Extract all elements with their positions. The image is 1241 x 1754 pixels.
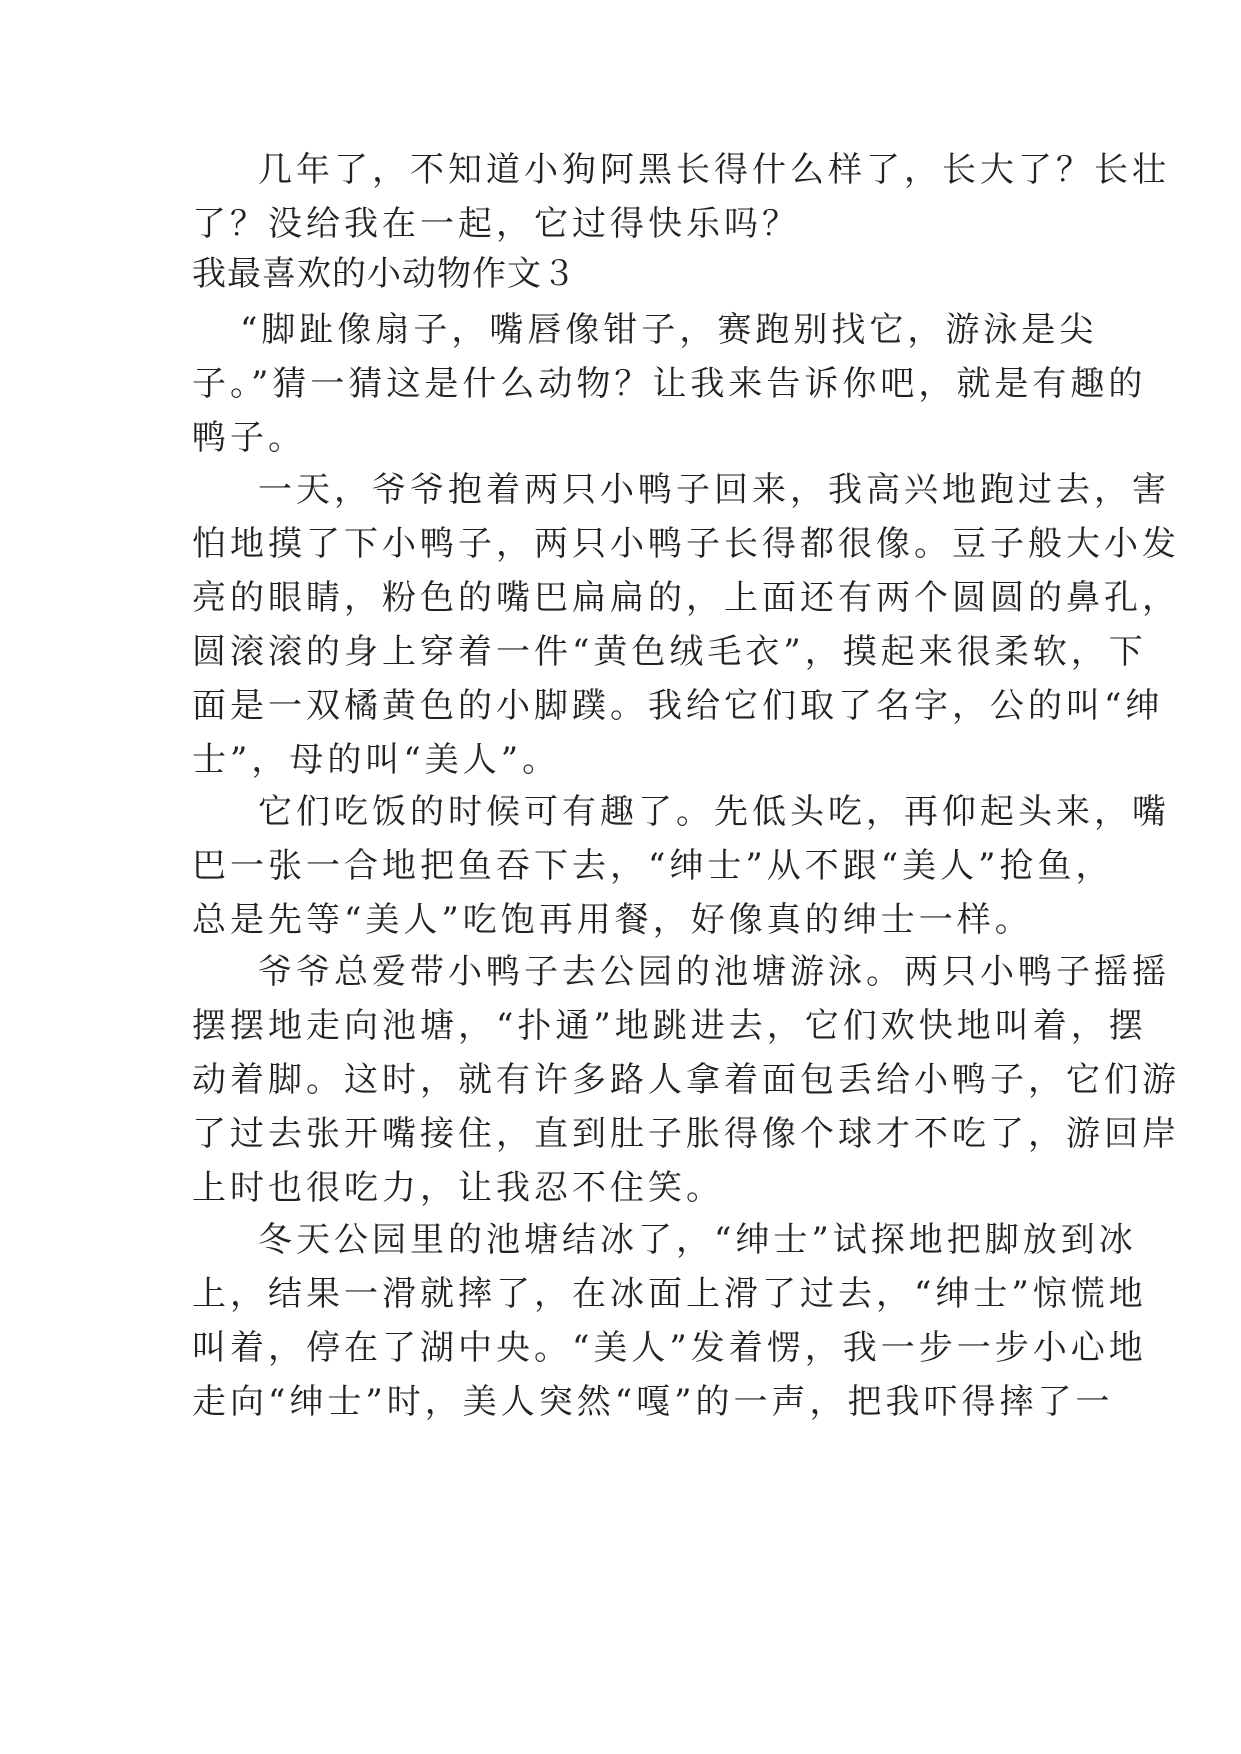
paragraph-line: 圆滚滚的身上穿着一件“黄色绒毛衣”，摸起来很柔软，下 bbox=[192, 632, 1147, 672]
paragraph-line: “脚趾像扇子，嘴唇像钳子，赛跑别找它，游泳是尖 bbox=[240, 310, 1098, 350]
paragraph-line: 面是一双橘黄色的小脚蹼。我给它们取了名字，公的叫“绅 bbox=[192, 686, 1164, 726]
paragraph-line: 叫着，停在了湖中央。“美人”发着愣，我一步一步小心地 bbox=[192, 1328, 1147, 1368]
paragraph-line: 爷爷总爱带小鸭子去公园的池塘游泳。两只小鸭子摇摇 bbox=[258, 952, 1170, 992]
paragraph-line: 巴一张一合地把鱼吞下去，“绅士”从不跟“美人”抢鱼， bbox=[192, 846, 1114, 886]
paragraph-line: 它们吃饭的时候可有趣了。先低头吃，再仰起头来，嘴 bbox=[258, 792, 1170, 832]
paragraph-line: 冬天公园里的池塘结冰了，“绅士”试探地把脚放到冰 bbox=[258, 1220, 1137, 1260]
paragraph-line: 士”，母的叫“美人”。 bbox=[192, 740, 561, 780]
paragraph-line: 亮的眼睛，粉色的嘴巴扁扁的，上面还有两个圆圆的鼻孔， bbox=[192, 578, 1180, 618]
paragraph-line: 几年了，不知道小狗阿黑长得什么样了，长大了？长壮 bbox=[258, 150, 1170, 190]
paragraph-line: 上时也很吃力，让我忍不住笑。 bbox=[192, 1168, 724, 1208]
paragraph-line: 了过去张开嘴接住，直到肚子胀得像个球才不吃了，游回岸 bbox=[192, 1114, 1180, 1154]
paragraph-line: 走向“绅士”时，美人突然“嘎”的一声，把我吓得摔了一 bbox=[192, 1382, 1114, 1422]
paragraph-line: 上，结果一滑就摔了，在冰面上滑了过去，“绅士”惊慌地 bbox=[192, 1274, 1147, 1314]
paragraph-line: 一天，爷爷抱着两只小鸭子回来，我高兴地跑过去，害 bbox=[258, 470, 1170, 510]
paragraph-line: 总是先等“美人”吃饱再用餐，好像真的绅士一样。 bbox=[192, 900, 1033, 940]
paragraph-line: 鸭子。 bbox=[192, 418, 306, 458]
paragraph-line: 动着脚。这时，就有许多路人拿着面包丢给小鸭子，它们游 bbox=[192, 1060, 1180, 1100]
paragraph-line: 了？没给我在一起，它过得快乐吗？ bbox=[192, 204, 800, 244]
paragraph-line: 怕地摸了下小鸭子，两只小鸭子长得都很像。豆子般大小发 bbox=[192, 524, 1180, 564]
paragraph-line: 子。”猜一猜这是什么动物？让我来告诉你吧，就是有趣的 bbox=[192, 364, 1147, 404]
paragraph-line: 摆摆地走向池塘，“扑通”地跳进去，它们欢快地叫着，摆 bbox=[192, 1006, 1147, 1046]
section-heading: 我最喜欢的小动物作文３ bbox=[192, 254, 577, 294]
